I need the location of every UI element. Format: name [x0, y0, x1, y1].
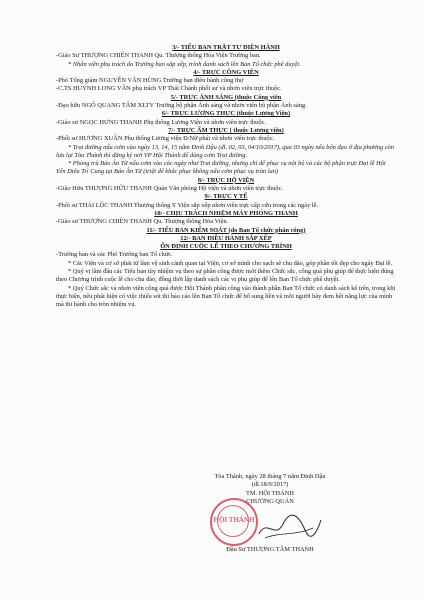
- section-line: -C.TS HUỲNH LONG VÂN phụ trách VP Thái Chánh phối sư và nhơn viên trực thuộc.: [56, 85, 282, 93]
- document-body: [56, 44, 396, 310]
- signer-role: CHƯỞNG QUẢN: [246, 497, 294, 505]
- section-line: * Các Viện và cơ sở phải từ làm vệ sinh cảnh quan tại Viện, cơ sở mình cho sạch sẽ chu đáo, góp phần tốt đẹp cho ngày Đại lễ.: [68, 259, 393, 267]
- section-heading: 3/- TIỂU BAN TRẬT TỰ ĐIỆN HÀNH: [172, 44, 280, 51]
- section-line: -Giáo sư NGỌC HƯNG THANH Phụ thống Lương Viện và nhơn viên trực thuộc.: [56, 118, 266, 126]
- section-heading: 9/- TRỰC Y TẾ: [204, 193, 248, 201]
- section-line: * Trai đường nấu cơm vào ngày 13, 14, 15 năm Đinh Dậu (dl. 02, 03, 04/10/2017), qua 03 ngày nếu bổn đạo ở địa phương còn lưu lại Tòa Thánh thì đăng ký nơi VP Hội Thánh để dùng cơm Trai đường.: [56, 143, 394, 159]
- date-dl: (dl.18/9/2017): [251, 481, 289, 489]
- on-behalf: TM. HỘI THÁNH: [246, 489, 294, 497]
- section-line: * Nhân viên phụ trách do Trưởng ban sắp xếp, trình danh sách lên Ban Tổ chức phê duyệt.: [68, 60, 301, 68]
- signer-name: Đầu Sư THƯỢNG TÂM THANH: [226, 546, 314, 554]
- section-heading: 12/- BAN ĐIỀU HÀNH SẮP XẾP: [180, 234, 272, 242]
- section-line: -Phó Tổng giám NGUYỄN VĂN HÙNG Trưởng ban điều hành công thợ: [56, 77, 244, 85]
- section-heading: 8/- TRỰC HỘ VIỆN: [197, 176, 255, 184]
- handwritten-signature: [255, 512, 325, 542]
- section-line: -Giáo Sư THƯỢNG CHIÊN THANH Qu. Thượng thống Hòa Viện Trường ban.: [56, 52, 261, 60]
- section-line: * Quý vị lãm đầu các Tiểu ban tùy nhiệm vụ theo sự phân công được mời thêm Chức sắc, công quả phụ giúp để thực hiện đúng theo Chương trình cuộc lễ cho chu đáo, đồng thời lập danh sách các vị phụ giúp để lên Ban Tổ chức phê duyệt.: [56, 268, 394, 284]
- section-line: -Giáo Hữu THƯỢNG HỮU THANH Quản Văn phòng Hộ viện và nhơn viên trực thuộc.: [56, 185, 283, 193]
- section-heading: 4/- TRỰC CÔNG VIÊN: [193, 68, 259, 76]
- stamp-text: HỘI THÁNH: [213, 516, 255, 524]
- section-heading: 11/- TIỂU BAN KIỂM SOÁT (do Ban Tổ chức phân công): [146, 226, 306, 234]
- section-line: -Đạo hữu NGÔ QUANG TÂM XLTV Trưởng bộ phận Ánh sáng và nhơn viên bộ phận Ánh sáng.: [56, 102, 307, 110]
- section-heading: 7/- TRỰC ẨM THỰC ( thuộc Lương viện): [168, 126, 284, 134]
- section-heading: ỔN ĐỊNH CUỘC LỄ THEO CHƯƠNG TRÌNH: [160, 243, 292, 251]
- section-line: * Quý Chức sắc và nhơn viên công quả được Hội Thánh phân công vào thành phần Ban Tổ chức có danh sách kể trên, trong khi thực hiện, nếu phát hiện có việc thiếu sót thì báo cáo lên Ban Tổ chức để bổ sung liền và mỗi người hãy đem hết năng lực của mình mà thi hành cho tròn nhiệm vụ.: [56, 284, 396, 309]
- section-line: -Phối sư HƯƠNG XUÂN Phụ thống Lương viện Đ/Nữ phái và nhơn viên trực thuộc.: [56, 135, 275, 143]
- section-line: * Phòng trù Báo Ân Từ nấu cơm vào các ngày như Trai đường, nhưng chỉ để phục vụ nội bộ và các bộ phận trực Đại lễ Hội Yến Diêu Trì Cung tại Báo Ân Từ (triệt để khắc phục không nấu cơm phục vụ tràn lan): [56, 160, 386, 176]
- section-heading: 10/- CHỊU TRÁCH NHIỆM MÁY PHÓNG THANH: [154, 209, 298, 217]
- seal-stamp: [210, 498, 258, 546]
- section-line: -Giáo sư THƯỢNG CHIÊN THANH Qu. Thượng thống Hòa Viện.: [56, 218, 229, 226]
- place-date: Tòa Thánh, ngày 28 tháng 7 năm Đinh Dậu: [214, 473, 326, 480]
- section-line: -Trưởng ban và các Phó Trưởng ban Tổ chức.: [56, 251, 173, 259]
- section-heading: 5/- TRỰC ÁNH SÁNG (thuộc Công viên: [170, 93, 282, 101]
- section-line: -Phối sư THÁI LỘC THANH Thượng thống Y Viện sắp xếp nhơn viên trực cấp cứu trong các ngày lễ.: [56, 201, 319, 209]
- section-heading: 6/- TRỰC LƯƠNG THỰC (thuộc Lương Viện): [161, 110, 291, 118]
